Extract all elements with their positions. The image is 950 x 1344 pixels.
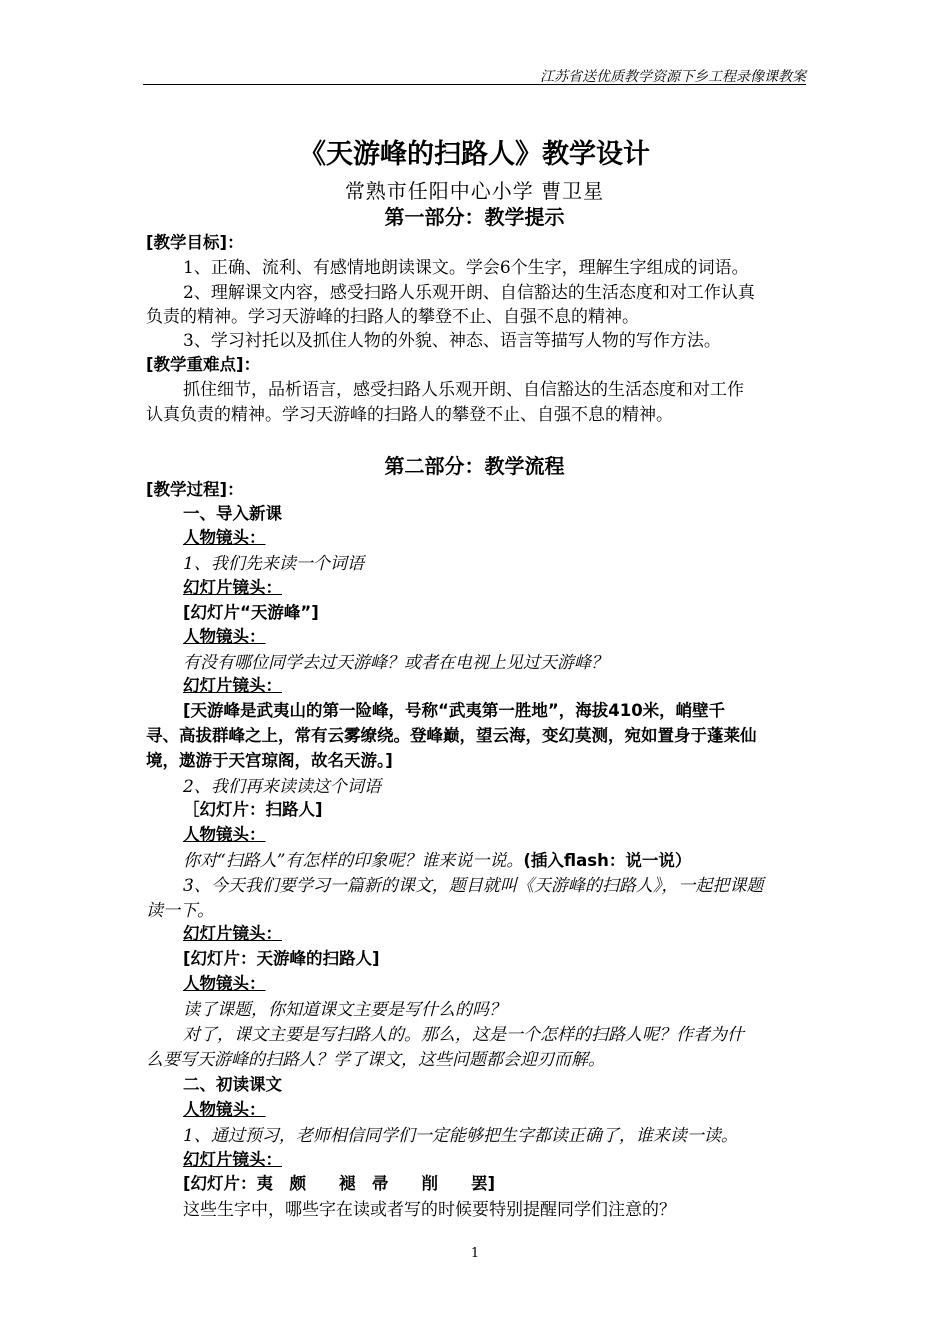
goal-1: 1、正确、流利、有感情地朗读课文。学会6个生字，理解生字组成的词语。 (183, 258, 749, 278)
document-title: 《天游峰的扫路人》教学设计 (299, 139, 650, 170)
section-1-question-4: 对了，课文主要是写扫路人的。那么，这是一个怎样的扫路人呢？作者为什 (183, 1025, 744, 1045)
camera-slide-label: 幻灯片镜头： (183, 676, 282, 695)
slide-description-line-3: 境，遨游于天宫琼阁，故名天游。] (146, 751, 393, 770)
section-1-heading: 一、导入新课 (183, 504, 282, 523)
camera-person-label: 人物镜头： (183, 974, 266, 993)
section-1-question-1: 有没有哪位同学去过天游峰？或者在电视上见过天游峰？ (183, 653, 608, 673)
slide-saoluren: ［幻灯片：扫路人] (183, 800, 323, 819)
key-points-line-1: 抓住细节，品析语言，感受扫路人乐观开朗、自信豁达的生活态度和对工作 (183, 380, 744, 400)
section-2-question: 这些生字中，哪些字在读或者写的时候要特别提醒同学们注意的？ (183, 1200, 676, 1220)
camera-slide-label: 幻灯片镜头： (183, 578, 282, 597)
part1-heading: 第一部分：教学提示 (384, 205, 565, 229)
slide-characters: [幻灯片：夷 颇 褪 帚 削 罢] (183, 1174, 496, 1193)
flash-insert-note: (插入flash：说一说） (523, 851, 692, 870)
author-line: 常熟市任阳中心小学 曹卫星 (344, 179, 605, 203)
camera-person-label: 人物镜头： (183, 1100, 266, 1119)
slide-tianyoufeng: [幻灯片“天游峰”] (183, 603, 319, 622)
question-2-text: 你对“扫路人”有怎样的印象呢？谁来说一说。 (183, 851, 524, 871)
camera-slide-label: 幻灯片镜头： (183, 1150, 282, 1169)
section-1-question-2 (183, 846, 806, 871)
running-header: 江苏省送优质教学资源下乡工程录像课教案 (540, 69, 806, 85)
section-1-question-4-continued: 么要写天游峰的扫路人？学了课文，这些问题都会迎刃而解。 (146, 1050, 605, 1070)
slide-description-line-2: 寻、高拔群峰之上，常有云雾缭绕。登峰巅，望云海，变幻莫测，宛如置身于蓬莱仙 (146, 726, 757, 745)
slide-description-line-1: [天游峰是武夷山的第一险峰，号称“武夷第一胜地”，海拔410米，峭壁千 (183, 701, 726, 720)
part2-heading: 第二部分：教学流程 (384, 454, 565, 478)
section-1-question-3: 读了课题，你知道课文主要是写什么的吗？ (183, 1000, 506, 1020)
goal-2-line-1: 2、理解课文内容，感受扫路人乐观开朗、自信豁达的生活态度和对工作认真 (183, 283, 755, 303)
camera-person-label: 人物镜头： (183, 627, 266, 646)
key-points-line-2: 认真负责的精神。学习天游峰的扫路人的攀登不止、自强不息的精神。 (146, 405, 673, 425)
header-rule (143, 84, 806, 85)
camera-person-label: 人物镜头： (183, 528, 266, 547)
section-2-heading: 二、初读课文 (183, 1075, 282, 1094)
section-1-line-3-continued: 读一下。 (146, 901, 214, 921)
section-1-line-2: 2、我们再来读读这个词语 (183, 777, 381, 797)
section-1-line-3: 3、今天我们要学习一篇新的课文，题目就叫《天游峰的扫路人》，一起把课题 (183, 876, 764, 896)
process-label: [教学过程]： (146, 480, 244, 499)
camera-person-label: 人物镜头： (183, 825, 266, 844)
camera-slide-label: 幻灯片镜头： (183, 924, 282, 943)
section-2-line-1: 1、通过预习，老师相信同学们一定能够把生字都读正确了，谁来读一读。 (183, 1126, 738, 1146)
key-points-label: [教学重难点]： (146, 355, 261, 374)
goal-3: 3、学习衬托以及抓住人物的外貌、神态、语言等描写人物的写作方法。 (183, 331, 721, 351)
section-1-line-1: 1、我们先来读一个词语 (183, 554, 364, 574)
page-number: 1 (470, 1246, 480, 1261)
goal-2-line-2: 负责的精神。学习天游峰的扫路人的攀登不止、自强不息的精神。 (146, 307, 639, 327)
goals-label: [教学目标]： (146, 233, 244, 252)
slide-title: [幻灯片：天游峰的扫路人] (183, 949, 380, 968)
